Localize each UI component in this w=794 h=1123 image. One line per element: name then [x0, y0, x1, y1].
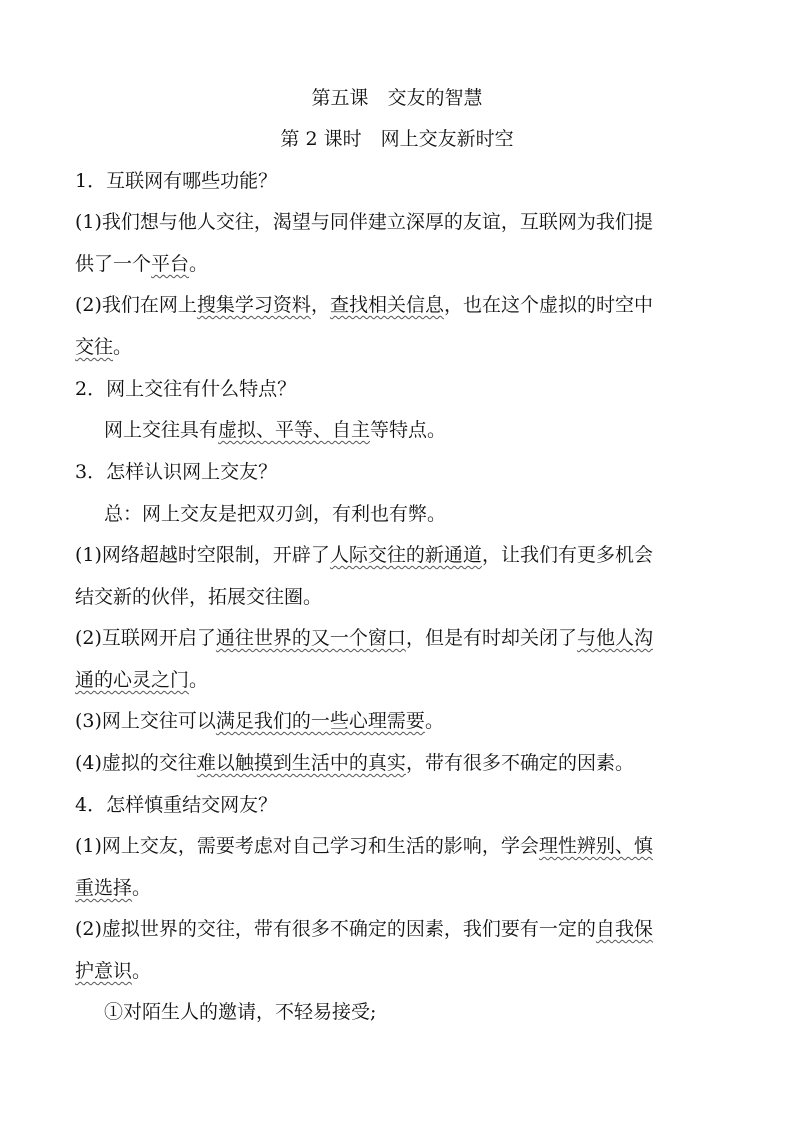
key-point: 查找相关信息	[329, 294, 444, 316]
key-point: 与他人沟	[576, 627, 653, 649]
key-point: 护意识	[75, 960, 133, 982]
q4-para1-line1	[75, 834, 653, 858]
key-point: 搜集学习资料	[196, 294, 311, 316]
text: 等特点。	[370, 419, 447, 441]
q3-para4	[75, 751, 634, 775]
key-point: 人际交往的新通道	[329, 544, 482, 566]
q3-para2-line1	[75, 626, 653, 650]
text: (2)互联网开启了	[75, 627, 216, 649]
text: (2)虚拟世界的交往，带有很多不确定的因素，我们要有一定的	[75, 918, 596, 940]
key-point: 虚拟、平等、自主	[218, 419, 371, 441]
q3-summary: 总：网上交友是把双刃剑，有利也有弊。	[104, 503, 447, 525]
text: ，也在这个虚拟的时空中	[443, 294, 653, 316]
question-1-heading: 1．互联网有哪些功能？	[75, 170, 278, 192]
text: 。	[132, 960, 152, 982]
q2-answer	[104, 418, 446, 442]
q1-para2-line1	[75, 293, 653, 317]
key-point: 平台	[151, 253, 190, 275]
key-point: 自我保	[595, 918, 653, 940]
text: (1)网络超越时空限制，开辟了	[75, 544, 330, 566]
q3-para2-line2	[75, 668, 208, 692]
q4-para1-line2	[75, 876, 151, 900]
text: (2)我们在网上	[75, 294, 197, 316]
text: 。	[132, 877, 152, 899]
text: ，	[310, 294, 330, 316]
lesson-title: 第五课 交友的智慧	[311, 87, 483, 109]
key-point: 通往世界的又一个窗口	[215, 627, 406, 649]
text: 网上交往具有	[104, 419, 219, 441]
q3-para3	[75, 709, 444, 733]
key-point: 重选择	[75, 877, 133, 899]
text: ，带有很多不确定的因素。	[405, 752, 634, 774]
q3-para1-line1	[75, 543, 653, 567]
key-point: 交往	[75, 336, 114, 358]
q3-para1-line2: 结交新的伙伴，拓展交往圈。	[75, 586, 323, 608]
text: ，让我们有更多机会	[481, 544, 653, 566]
question-2-heading: 2．网上交往有什么特点？	[75, 378, 297, 400]
text: 。	[113, 336, 133, 358]
q1-para1-line1: (1)我们想与他人交往，渴望与同伴建立深厚的友谊，互联网为我们提	[75, 211, 653, 233]
text: (1)网上交友，需要考虑对自己学习和生活的影响，学会	[75, 835, 539, 857]
text: (3)网上交往可以	[75, 710, 216, 732]
text: 。	[424, 710, 444, 732]
question-3-heading: 3．怎样认识网上交友？	[75, 461, 278, 483]
q1-para2-line2	[75, 335, 132, 359]
text: 供了一个	[75, 253, 152, 275]
q4-para2-line1	[75, 917, 653, 941]
question-4-heading: 4．怎样慎重结交网友？	[75, 794, 278, 816]
text: ，但是有时却关闭了	[405, 627, 577, 649]
text: (4)虚拟的交往	[75, 752, 197, 774]
q1-para1-line2	[75, 252, 208, 276]
key-point: 难以触摸到生活中的真实	[196, 752, 406, 774]
q4-para2-line2	[75, 959, 151, 983]
key-point: 满足我们的一些心理需要	[215, 710, 425, 732]
text: 。	[189, 253, 209, 275]
lesson-subtitle: 第 2 课时 网上交友新时空	[280, 128, 514, 150]
key-point: 理性辨别、慎	[538, 835, 653, 857]
text: 。	[189, 669, 209, 691]
q4-sub-item-1: ①对陌生人的邀请，不轻易接受;	[104, 1001, 377, 1023]
key-point: 通的心灵之门	[75, 669, 190, 691]
